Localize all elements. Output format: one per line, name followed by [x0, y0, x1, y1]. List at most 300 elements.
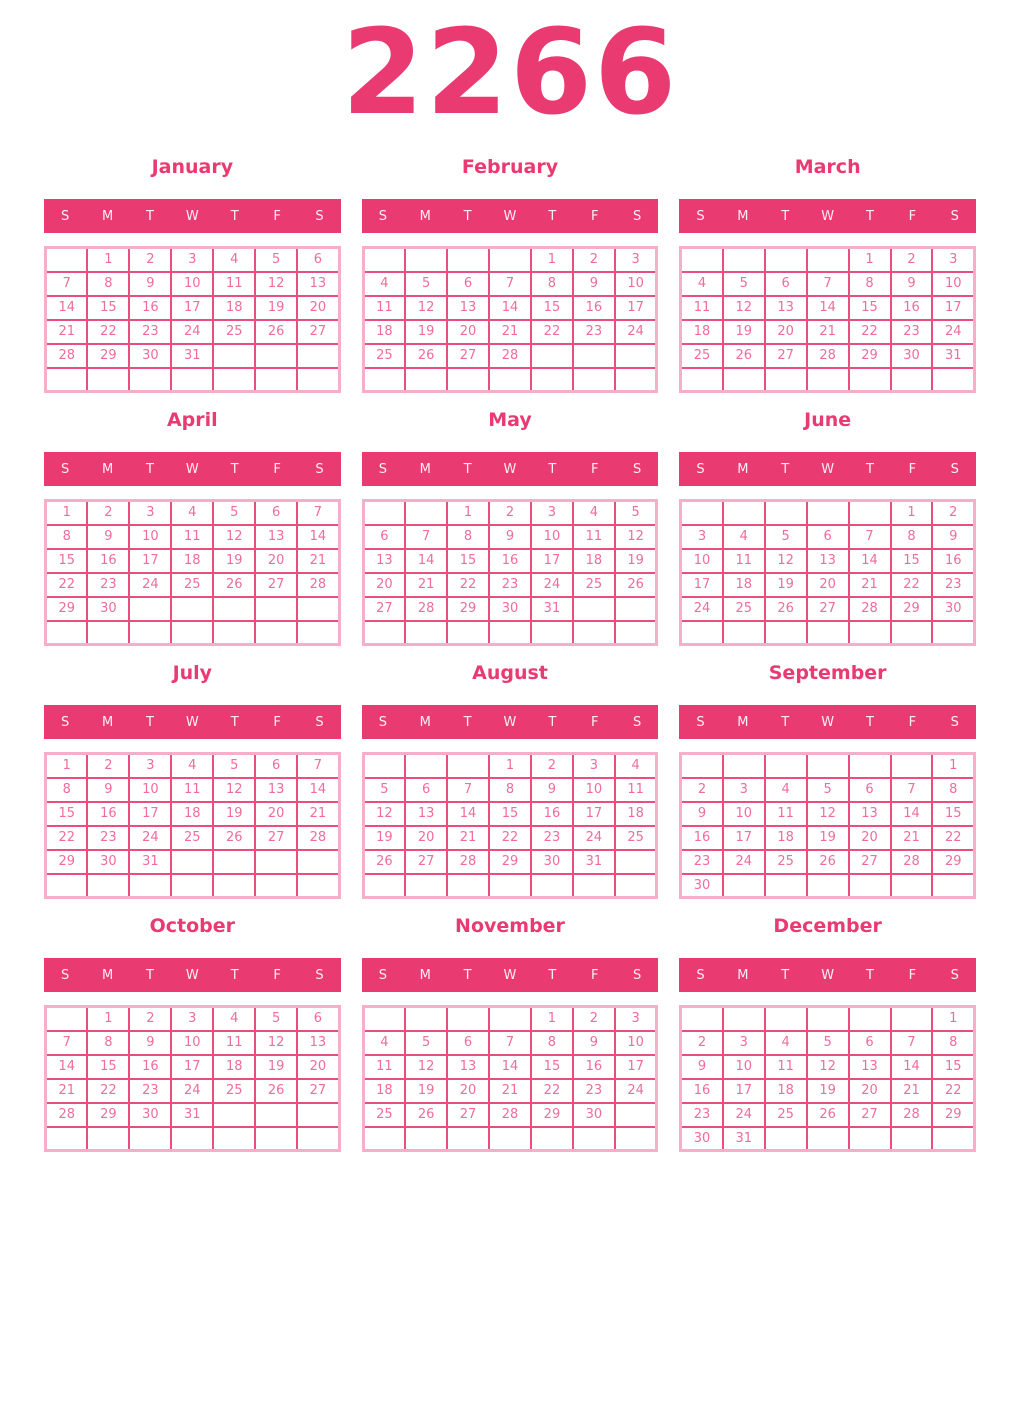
day-cell: 15	[891, 549, 933, 573]
month-days-table	[362, 752, 659, 899]
weekday-label: T	[548, 714, 557, 730]
empty-day-cell	[489, 1127, 531, 1151]
day-cell: 7	[489, 1031, 531, 1055]
weekday-label: M	[737, 967, 749, 983]
day-cell: 26	[213, 826, 255, 850]
day-cell: 8	[932, 778, 974, 802]
day-cell: 20	[405, 826, 447, 850]
day-cell: 1	[87, 1007, 129, 1031]
week-row	[681, 1055, 975, 1079]
day-cell: 18	[213, 296, 255, 320]
day-cell: 30	[573, 1103, 615, 1127]
day-cell: 29	[891, 597, 933, 621]
day-cell: 22	[46, 573, 88, 597]
day-cell: 30	[87, 850, 129, 874]
weekday-header-row	[679, 199, 976, 233]
day-cell: 27	[447, 1103, 489, 1127]
empty-day-cell	[723, 501, 765, 525]
empty-day-cell	[723, 621, 765, 645]
day-cell: 1	[531, 248, 573, 272]
weekday-label: S	[696, 208, 705, 224]
empty-day-cell	[615, 1127, 657, 1151]
day-cell: 13	[849, 1055, 891, 1079]
day-cell: 7	[447, 778, 489, 802]
day-cell: 13	[255, 778, 297, 802]
day-cell: 15	[932, 802, 974, 826]
weekday-header-row	[362, 452, 659, 486]
empty-day-cell	[891, 368, 933, 392]
day-cell: 4	[723, 525, 765, 549]
day-cell: 14	[447, 802, 489, 826]
day-cell: 11	[363, 1055, 405, 1079]
weekday-header-row	[679, 452, 976, 486]
weekday-label: M	[101, 714, 114, 730]
weekday-label: T	[230, 967, 239, 983]
empty-day-cell	[573, 874, 615, 898]
week-row	[363, 368, 657, 392]
week-row	[363, 344, 657, 368]
weekday-label: T	[145, 461, 154, 477]
day-cell: 21	[46, 320, 88, 344]
empty-day-cell	[213, 344, 255, 368]
day-cell: 2	[932, 501, 974, 525]
weekday-label: F	[591, 714, 599, 730]
day-cell: 13	[447, 1055, 489, 1079]
day-cell: 24	[171, 1079, 213, 1103]
week-row	[363, 778, 657, 802]
day-cell: 16	[681, 826, 723, 850]
day-cell: 28	[46, 1103, 88, 1127]
day-cell: 2	[129, 1007, 171, 1031]
day-cell: 18	[363, 320, 405, 344]
empty-day-cell	[681, 248, 723, 272]
week-row	[46, 248, 340, 272]
day-cell: 28	[447, 850, 489, 874]
day-cell: 15	[447, 549, 489, 573]
week-row	[46, 296, 340, 320]
empty-day-cell	[213, 597, 255, 621]
day-cell: 1	[891, 501, 933, 525]
day-cell: 13	[405, 802, 447, 826]
day-cell: 20	[447, 1079, 489, 1103]
day-cell: 5	[405, 1031, 447, 1055]
week-row	[363, 272, 657, 296]
week-row	[681, 320, 975, 344]
day-cell: 26	[213, 573, 255, 597]
weekday-label: F	[273, 461, 281, 477]
empty-day-cell	[489, 874, 531, 898]
day-cell: 4	[681, 272, 723, 296]
day-cell: 6	[255, 501, 297, 525]
weekday-label: T	[463, 208, 472, 224]
empty-day-cell	[447, 1007, 489, 1031]
week-row	[363, 850, 657, 874]
day-cell: 27	[297, 320, 339, 344]
day-cell: 2	[87, 754, 129, 778]
empty-day-cell	[573, 344, 615, 368]
week-row	[46, 597, 340, 621]
day-cell: 15	[46, 802, 88, 826]
empty-day-cell	[255, 621, 297, 645]
day-cell: 9	[891, 272, 933, 296]
day-cell: 13	[297, 1031, 339, 1055]
day-cell: 1	[932, 754, 974, 778]
month-days-table	[44, 499, 341, 646]
month-days-table	[44, 1005, 341, 1152]
empty-day-cell	[932, 1127, 974, 1151]
day-cell: 16	[489, 549, 531, 573]
empty-day-cell	[297, 344, 339, 368]
month-block	[362, 915, 659, 1152]
day-cell: 8	[932, 1031, 974, 1055]
weekday-label: W	[821, 461, 835, 477]
day-cell: 13	[447, 296, 489, 320]
empty-day-cell	[765, 621, 807, 645]
day-cell: 9	[129, 1031, 171, 1055]
day-cell: 25	[363, 1103, 405, 1127]
empty-day-cell	[129, 874, 171, 898]
day-cell: 6	[297, 248, 339, 272]
day-cell: 10	[129, 525, 171, 549]
day-cell: 10	[615, 1031, 657, 1055]
empty-day-cell	[363, 754, 405, 778]
weekday-label: T	[230, 714, 239, 730]
week-row	[46, 501, 340, 525]
day-cell: 9	[681, 802, 723, 826]
day-cell: 15	[489, 802, 531, 826]
weekday-label: M	[737, 461, 749, 477]
day-cell: 27	[363, 597, 405, 621]
empty-day-cell	[255, 1127, 297, 1151]
day-cell: 5	[213, 754, 255, 778]
empty-day-cell	[213, 874, 255, 898]
month-days-table	[679, 752, 976, 899]
day-cell: 16	[681, 1079, 723, 1103]
empty-day-cell	[489, 248, 531, 272]
empty-day-cell	[573, 1127, 615, 1151]
day-cell: 31	[171, 1103, 213, 1127]
weekday-label: W	[503, 208, 517, 224]
empty-day-cell	[615, 597, 657, 621]
day-cell: 17	[723, 1079, 765, 1103]
week-row	[681, 573, 975, 597]
day-cell: 14	[297, 778, 339, 802]
week-row	[681, 802, 975, 826]
weekday-label: T	[548, 461, 557, 477]
weekday-label: S	[632, 714, 642, 730]
day-cell: 21	[489, 320, 531, 344]
day-cell: 27	[255, 573, 297, 597]
day-cell: 8	[46, 778, 88, 802]
weekday-label: F	[908, 967, 917, 983]
empty-day-cell	[681, 501, 723, 525]
day-cell: 9	[87, 778, 129, 802]
day-cell: 12	[723, 296, 765, 320]
month-title: May	[488, 409, 532, 432]
day-cell: 13	[849, 802, 891, 826]
day-cell: 3	[129, 501, 171, 525]
empty-day-cell	[405, 754, 447, 778]
weekday-label: S	[632, 967, 642, 983]
weekday-label: W	[185, 714, 199, 730]
day-cell: 28	[849, 597, 891, 621]
week-row	[681, 754, 975, 778]
day-cell: 26	[255, 1079, 297, 1103]
weekday-label: T	[230, 208, 239, 224]
day-cell: 17	[723, 826, 765, 850]
day-cell: 31	[531, 597, 573, 621]
day-cell: 17	[171, 1055, 213, 1079]
day-cell: 16	[531, 802, 573, 826]
day-cell: 25	[681, 344, 723, 368]
weekday-label: T	[781, 208, 790, 224]
empty-day-cell	[447, 621, 489, 645]
day-cell: 18	[213, 1055, 255, 1079]
empty-day-cell	[405, 501, 447, 525]
week-row	[681, 1103, 975, 1127]
day-cell: 30	[891, 344, 933, 368]
weekday-label: T	[548, 967, 557, 983]
day-cell: 1	[447, 501, 489, 525]
week-row	[46, 621, 340, 645]
day-cell: 25	[171, 826, 213, 850]
empty-day-cell	[615, 874, 657, 898]
day-cell: 3	[681, 525, 723, 549]
day-cell: 1	[932, 1007, 974, 1031]
day-cell: 16	[891, 296, 933, 320]
empty-day-cell	[213, 368, 255, 392]
empty-day-cell	[765, 248, 807, 272]
day-cell: 11	[213, 272, 255, 296]
day-cell: 19	[807, 1079, 849, 1103]
weekday-label: W	[821, 208, 835, 224]
weekday-label: T	[781, 714, 790, 730]
empty-day-cell	[723, 1007, 765, 1031]
month-days-table	[362, 499, 659, 646]
day-cell: 12	[255, 1031, 297, 1055]
day-cell: 6	[765, 272, 807, 296]
week-row	[681, 826, 975, 850]
day-cell: 8	[891, 525, 933, 549]
week-row	[681, 549, 975, 573]
weekday-label: W	[503, 967, 517, 983]
day-cell: 14	[46, 1055, 88, 1079]
day-cell: 7	[807, 272, 849, 296]
day-cell: 23	[932, 573, 974, 597]
day-cell: 15	[849, 296, 891, 320]
day-cell: 30	[129, 344, 171, 368]
day-cell: 22	[87, 1079, 129, 1103]
empty-day-cell	[255, 1103, 297, 1127]
day-cell: 1	[46, 501, 88, 525]
day-cell: 29	[531, 1103, 573, 1127]
empty-day-cell	[489, 368, 531, 392]
month-block	[679, 662, 976, 899]
empty-day-cell	[213, 850, 255, 874]
empty-day-cell	[849, 1007, 891, 1031]
day-cell: 26	[255, 320, 297, 344]
weekday-label: W	[503, 714, 517, 730]
day-cell: 18	[615, 802, 657, 826]
day-cell: 17	[615, 1055, 657, 1079]
day-cell: 7	[46, 272, 88, 296]
day-cell: 7	[489, 272, 531, 296]
day-cell: 24	[573, 826, 615, 850]
empty-day-cell	[129, 597, 171, 621]
day-cell: 22	[531, 1079, 573, 1103]
day-cell: 20	[255, 802, 297, 826]
empty-day-cell	[891, 621, 933, 645]
day-cell: 5	[363, 778, 405, 802]
day-cell: 19	[405, 320, 447, 344]
day-cell: 13	[255, 525, 297, 549]
day-cell: 1	[849, 248, 891, 272]
empty-day-cell	[255, 874, 297, 898]
day-cell: 8	[489, 778, 531, 802]
day-cell: 19	[615, 549, 657, 573]
day-cell: 6	[405, 778, 447, 802]
week-row	[681, 597, 975, 621]
weekday-label: S	[61, 714, 70, 730]
day-cell: 2	[573, 1007, 615, 1031]
empty-day-cell	[891, 874, 933, 898]
weekday-header-row	[362, 705, 659, 739]
day-cell: 15	[531, 1055, 573, 1079]
weekday-label: F	[908, 461, 917, 477]
day-cell: 4	[765, 778, 807, 802]
day-cell: 5	[615, 501, 657, 525]
day-cell: 13	[765, 296, 807, 320]
day-cell: 28	[807, 344, 849, 368]
empty-day-cell	[363, 1007, 405, 1031]
day-cell: 23	[489, 573, 531, 597]
day-cell: 29	[932, 1103, 974, 1127]
day-cell: 30	[681, 1127, 723, 1151]
empty-day-cell	[891, 1007, 933, 1031]
empty-day-cell	[363, 621, 405, 645]
empty-day-cell	[297, 1103, 339, 1127]
day-cell: 5	[405, 272, 447, 296]
empty-day-cell	[87, 874, 129, 898]
week-row	[363, 1031, 657, 1055]
weekday-label: M	[101, 461, 114, 477]
week-row	[363, 525, 657, 549]
week-row	[363, 621, 657, 645]
month-title: March	[794, 156, 861, 179]
day-cell: 2	[489, 501, 531, 525]
weekday-label: S	[315, 967, 324, 983]
day-cell: 29	[87, 344, 129, 368]
day-cell: 19	[213, 549, 255, 573]
weekday-label: W	[503, 461, 517, 477]
day-cell: 4	[171, 501, 213, 525]
empty-day-cell	[46, 1007, 88, 1031]
weekday-label: F	[591, 461, 599, 477]
empty-day-cell	[447, 754, 489, 778]
day-cell: 16	[129, 1055, 171, 1079]
empty-day-cell	[891, 1127, 933, 1151]
empty-day-cell	[405, 1127, 447, 1151]
weekday-label: T	[781, 461, 790, 477]
day-cell: 11	[213, 1031, 255, 1055]
day-cell: 14	[891, 1055, 933, 1079]
day-cell: 10	[723, 1055, 765, 1079]
week-row	[46, 1127, 340, 1151]
weekday-label: F	[908, 208, 917, 224]
week-row	[46, 344, 340, 368]
day-cell: 14	[891, 802, 933, 826]
day-cell: 25	[573, 573, 615, 597]
empty-day-cell	[255, 344, 297, 368]
day-cell: 31	[129, 850, 171, 874]
day-cell: 11	[171, 525, 213, 549]
day-cell: 23	[681, 850, 723, 874]
week-row	[681, 621, 975, 645]
day-cell: 4	[615, 754, 657, 778]
day-cell: 3	[932, 248, 974, 272]
day-cell: 4	[171, 754, 213, 778]
empty-day-cell	[807, 874, 849, 898]
weekday-label: S	[696, 967, 705, 983]
empty-day-cell	[765, 1127, 807, 1151]
empty-day-cell	[363, 368, 405, 392]
week-row	[681, 1007, 975, 1031]
day-cell: 24	[615, 1079, 657, 1103]
empty-day-cell	[87, 621, 129, 645]
day-cell: 26	[405, 344, 447, 368]
weekday-label: S	[950, 461, 959, 477]
weekday-label: M	[101, 967, 114, 983]
empty-day-cell	[129, 1127, 171, 1151]
day-cell: 20	[363, 573, 405, 597]
empty-day-cell	[849, 874, 891, 898]
empty-day-cell	[255, 850, 297, 874]
empty-day-cell	[213, 1127, 255, 1151]
week-row	[363, 597, 657, 621]
day-cell: 9	[489, 525, 531, 549]
empty-day-cell	[531, 874, 573, 898]
day-cell: 21	[447, 826, 489, 850]
day-cell: 27	[765, 344, 807, 368]
day-cell: 19	[807, 826, 849, 850]
week-row	[363, 320, 657, 344]
day-cell: 25	[765, 850, 807, 874]
weekday-label: F	[591, 208, 599, 224]
empty-day-cell	[932, 368, 974, 392]
day-cell: 18	[573, 549, 615, 573]
day-cell: 29	[87, 1103, 129, 1127]
day-cell: 27	[297, 1079, 339, 1103]
day-cell: 21	[405, 573, 447, 597]
weekday-label: M	[419, 714, 431, 730]
month-days-table	[362, 1005, 659, 1152]
week-row	[681, 501, 975, 525]
day-cell: 3	[615, 248, 657, 272]
month-title: June	[804, 409, 852, 432]
week-row	[681, 1127, 975, 1151]
month-block	[362, 662, 659, 899]
day-cell: 25	[363, 344, 405, 368]
day-cell: 2	[573, 248, 615, 272]
day-cell: 14	[405, 549, 447, 573]
day-cell: 4	[573, 501, 615, 525]
week-row	[681, 344, 975, 368]
month-title: September	[768, 662, 887, 685]
day-cell: 27	[849, 850, 891, 874]
day-cell: 31	[171, 344, 213, 368]
day-cell: 5	[213, 501, 255, 525]
day-cell: 27	[849, 1103, 891, 1127]
